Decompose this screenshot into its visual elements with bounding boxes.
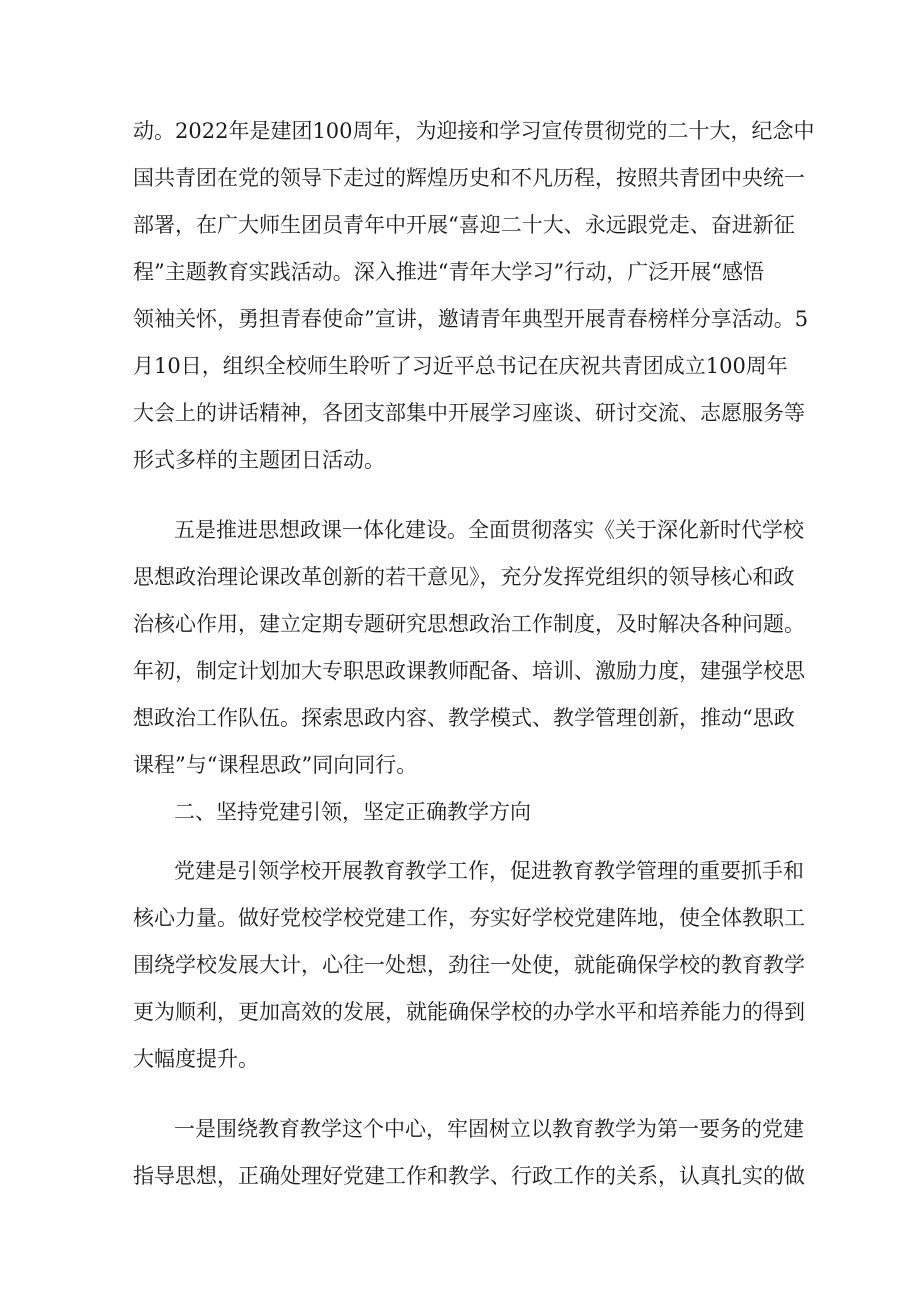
- text-line: 动。2022年是建团100周年，为迎接和学习宣传贯彻党的二十大，纪念中: [133, 119, 815, 143]
- text-line: 围绕学校发展大计，心往一处想，劲往一处使，就能确保学校的教育教学: [133, 953, 805, 977]
- text-line: 治核心作用，建立定期专题研究思想政治工作制度，及时解决各种问题。: [133, 612, 805, 636]
- text-line: 部署，在广大师生团员青年中开展“喜迎二十大、永远跟党走、奋进新征: [133, 213, 795, 237]
- text-line: 五是推进思想政课一体化建设。全面贯彻落实《关于深化新时代学校: [174, 518, 804, 542]
- text-line: 一是围绕教育教学这个中心，牢固树立以教育教学为第一要务的党建: [174, 1117, 804, 1141]
- section-heading: 二、坚持党建引领，坚定正确教学方向: [174, 800, 531, 824]
- text-line: 思想政治理论课改革创新的若干意见》，充分发挥党组织的领导核心和政: [133, 565, 795, 589]
- text-line: 核心力量。做好党校学校党建工作，夯实好学校党建阵地，使全体教职工: [133, 906, 805, 930]
- text-line: 党建是引领学校开展教育教学工作，促进教育教学管理的重要抓手和: [174, 859, 804, 883]
- text-line: 国共青团在党的领导下走过的辉煌历史和不凡历程，按照共青团中央统一: [133, 166, 805, 190]
- text-line: 更为顺利，更加高效的发展，就能确保学校的办学水平和培养能力的得到: [133, 1000, 805, 1024]
- text-line: 指导思想，正确处理好党建工作和教学、行政工作的关系，认真扎实的做: [133, 1164, 805, 1188]
- text-line: 大会上的讲话精神，各团支部集中开展学习座谈、研讨交流、志愿服务等: [133, 401, 805, 425]
- text-line: 课程”与“课程思政”同向同行。: [133, 753, 418, 777]
- text-line: 年初，制定计划加大专职思政课教师配备、培训、激励力度，建强学校思: [133, 659, 805, 683]
- text-line: 领袖关怀，勇担青春使命”宣讲，邀请青年典型开展青春榜样分享活动。5: [133, 307, 809, 331]
- text-line: 程”主题教育实践活动。深入推进“青年大学习”行动，广泛开展“感悟: [133, 260, 764, 284]
- text-line: 形式多样的主题团日活动。: [133, 448, 385, 472]
- text-line: 大幅度提升。: [133, 1047, 259, 1071]
- text-line: 想政治工作队伍。探索思政内容、教学模式、教学管理创新，推动“思政: [133, 706, 795, 730]
- text-line: 月10日，组织全校师生聆听了习近平总书记在庆祝共青团成立100周年: [133, 354, 788, 378]
